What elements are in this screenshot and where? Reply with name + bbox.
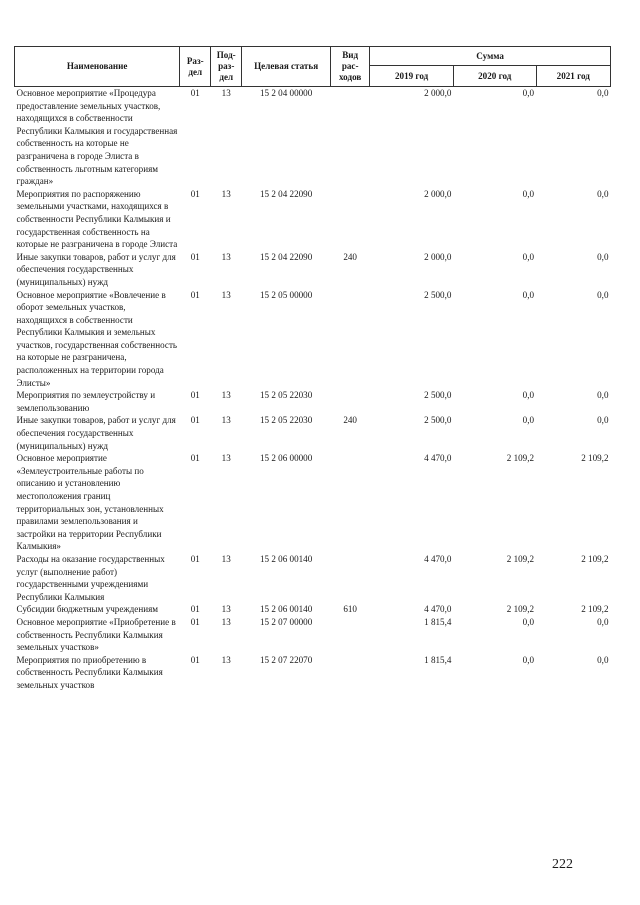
cell-sum-2019: 1 815,4 <box>424 654 452 665</box>
cell-sum-2019: 2 500,0 <box>424 390 452 401</box>
cell-sum-2021: 0,0 <box>597 415 609 426</box>
cell-sum-2020: 2 109,2 <box>506 453 535 464</box>
budget-table <box>14 46 611 692</box>
cell-sum-2019: 2 000,0 <box>424 188 452 199</box>
cell-sum-2021: 0,0 <box>597 251 609 262</box>
cell-sum-2021: 2 109,2 <box>581 453 609 464</box>
cell-target-article: 15 2 05 00000 <box>259 289 313 300</box>
header-sum: Сумма <box>370 47 611 66</box>
header-year-2019: 2019 год <box>370 66 454 87</box>
cell-sum-2020: 0,0 <box>522 251 535 262</box>
cell-name: Мероприятия по приобретению в собственность Республики Калмыкия земельных участков <box>16 654 163 690</box>
cell-sum-2021: 2 109,2 <box>581 604 609 615</box>
cell-razdel: 01 <box>190 453 200 464</box>
table-row <box>15 87 611 188</box>
cell-podrazdel: 13 <box>221 654 231 665</box>
header-target-article: Целевая статья <box>242 47 331 87</box>
cell-sum-2019: 2 500,0 <box>424 289 452 300</box>
header-year-2021: 2021 год <box>536 66 610 87</box>
cell-expense-type <box>331 188 370 251</box>
header-razdel: Раз-дел <box>180 47 211 87</box>
cell-expense-type: 240 <box>343 415 357 426</box>
cell-sum-2021: 0,0 <box>597 88 609 98</box>
cell-razdel: 01 <box>190 604 200 615</box>
page-number: 222 <box>552 857 573 872</box>
cell-sum-2021: 0,0 <box>597 390 609 401</box>
cell-target-article: 15 2 07 22070 <box>259 654 313 665</box>
cell-razdel: 01 <box>190 415 200 426</box>
cell-sum-2020: 0,0 <box>522 88 535 98</box>
cell-sum-2019: 4 470,0 <box>424 604 452 615</box>
cell-target-article: 15 2 05 22030 <box>259 415 313 426</box>
cell-sum-2019: 4 470,0 <box>424 453 452 464</box>
cell-sum-2020: 0,0 <box>522 616 535 627</box>
cell-name: Основное мероприятие «Процедура предоставление земельных участков, находящихся в собственности Республики Калмыкия и государственная собственность на которые не разграничена в городе Элиста в собственность льготным категориям граждан» <box>16 88 178 187</box>
table-row <box>15 251 611 289</box>
cell-razdel: 01 <box>190 88 200 98</box>
cell-expense-type <box>331 289 370 390</box>
cell-sum-2021: 2 109,2 <box>581 553 609 564</box>
cell-razdel: 01 <box>190 251 200 262</box>
cell-sum-2019: 2 000,0 <box>424 88 452 98</box>
cell-podrazdel: 13 <box>221 553 231 564</box>
cell-podrazdel: 13 <box>221 390 231 401</box>
cell-podrazdel: 13 <box>221 616 231 627</box>
cell-expense-type <box>331 87 370 188</box>
table-row <box>15 389 611 414</box>
cell-expense-type <box>331 616 370 654</box>
cell-sum-2021: 0,0 <box>597 654 609 665</box>
table-row <box>15 452 611 553</box>
cell-sum-2020: 2 109,2 <box>506 553 535 564</box>
table-body <box>15 87 611 692</box>
cell-sum-2019: 2 500,0 <box>424 415 452 426</box>
cell-target-article: 15 2 06 00140 <box>259 604 313 615</box>
cell-name: Субсидии бюджетным учреждениям <box>16 604 159 615</box>
cell-razdel: 01 <box>190 390 200 401</box>
cell-target-article: 15 2 06 00000 <box>259 453 313 464</box>
cell-podrazdel: 13 <box>221 88 231 98</box>
table-header <box>15 47 611 87</box>
cell-expense-type <box>331 452 370 553</box>
cell-sum-2020: 0,0 <box>522 654 535 665</box>
header-expense-type: Вид рас-ходов <box>331 47 370 87</box>
cell-sum-2020: 0,0 <box>522 415 535 426</box>
cell-sum-2019: 1 815,4 <box>424 616 452 627</box>
cell-podrazdel: 13 <box>221 188 231 199</box>
cell-expense-type <box>331 654 370 692</box>
cell-razdel: 01 <box>190 289 200 300</box>
cell-name: Основное мероприятие «Вовлечение в оборот земельных участков, находящихся в собственности Республики Калмыкия и земельных участков, государственная собственность на которые не разграничена, расположенных на территории города Элисты» <box>16 289 178 388</box>
cell-expense-type: 610 <box>343 604 357 615</box>
cell-target-article: 15 2 04 22090 <box>259 188 313 199</box>
cell-razdel: 01 <box>190 654 200 665</box>
header-podrazdel: Под-раз-дел <box>211 47 242 87</box>
cell-sum-2019: 2 000,0 <box>424 251 452 262</box>
cell-sum-2020: 0,0 <box>522 390 535 401</box>
cell-sum-2021: 0,0 <box>597 289 609 300</box>
cell-expense-type <box>331 553 370 603</box>
cell-podrazdel: 13 <box>221 604 231 615</box>
cell-expense-type <box>331 389 370 414</box>
table-row <box>15 289 611 390</box>
header-name: Наименование <box>15 47 180 87</box>
cell-name: Иные закупки товаров, работ и услуг для обеспечения государственных (муниципальных) нужд <box>16 251 176 287</box>
cell-razdel: 01 <box>190 188 200 199</box>
cell-podrazdel: 13 <box>221 251 231 262</box>
cell-sum-2021: 0,0 <box>597 188 609 199</box>
cell-name: Мероприятия по распоряжению земельными участками, находящихся в собственности Республики Калмыкия и государственная собственность на которые не разграничена в городе Элиста <box>16 188 178 250</box>
cell-name: Расходы на оказание государственных услуг (выполнение работ) государственными учреждениями Республики Калмыкия <box>16 553 165 602</box>
cell-podrazdel: 13 <box>221 415 231 426</box>
cell-expense-type: 240 <box>343 251 357 262</box>
cell-name: Основное мероприятие «Приобретение в собственность Республики Калмыкия земельных участков» <box>16 616 176 653</box>
cell-name: Иные закупки товаров, работ и услуг для обеспечения государственных (муниципальных) нужд <box>16 415 176 451</box>
cell-name: Мероприятия по землеустройству и землепользованию <box>16 390 156 413</box>
cell-podrazdel: 13 <box>221 453 231 464</box>
cell-sum-2020: 2 109,2 <box>506 604 535 615</box>
cell-sum-2019: 4 470,0 <box>424 553 452 564</box>
cell-target-article: 15 2 05 22030 <box>259 390 313 401</box>
cell-razdel: 01 <box>190 616 200 627</box>
cell-sum-2020: 0,0 <box>522 188 535 199</box>
table-row <box>15 414 611 452</box>
cell-name: Основное мероприятие «Землеустроительные работы по описанию и установлению местоположения границ территориальных зон, установленных правилами землепользования и застройки на территории Республики Калмыкия» <box>16 453 164 552</box>
cell-target-article: 15 2 04 22090 <box>259 251 313 262</box>
table-row <box>15 553 611 603</box>
header-year-2020: 2020 год <box>453 66 536 87</box>
cell-target-article: 15 2 07 00000 <box>259 616 313 627</box>
cell-sum-2020: 0,0 <box>522 289 535 300</box>
cell-razdel: 01 <box>190 553 200 564</box>
cell-target-article: 15 2 04 00000 <box>259 88 313 98</box>
cell-target-article: 15 2 06 00140 <box>259 553 313 564</box>
table-row <box>15 654 611 692</box>
table-row <box>15 188 611 251</box>
table-row <box>15 603 611 616</box>
cell-sum-2021: 0,0 <box>597 616 609 627</box>
cell-podrazdel: 13 <box>221 289 231 300</box>
table-row <box>15 616 611 654</box>
